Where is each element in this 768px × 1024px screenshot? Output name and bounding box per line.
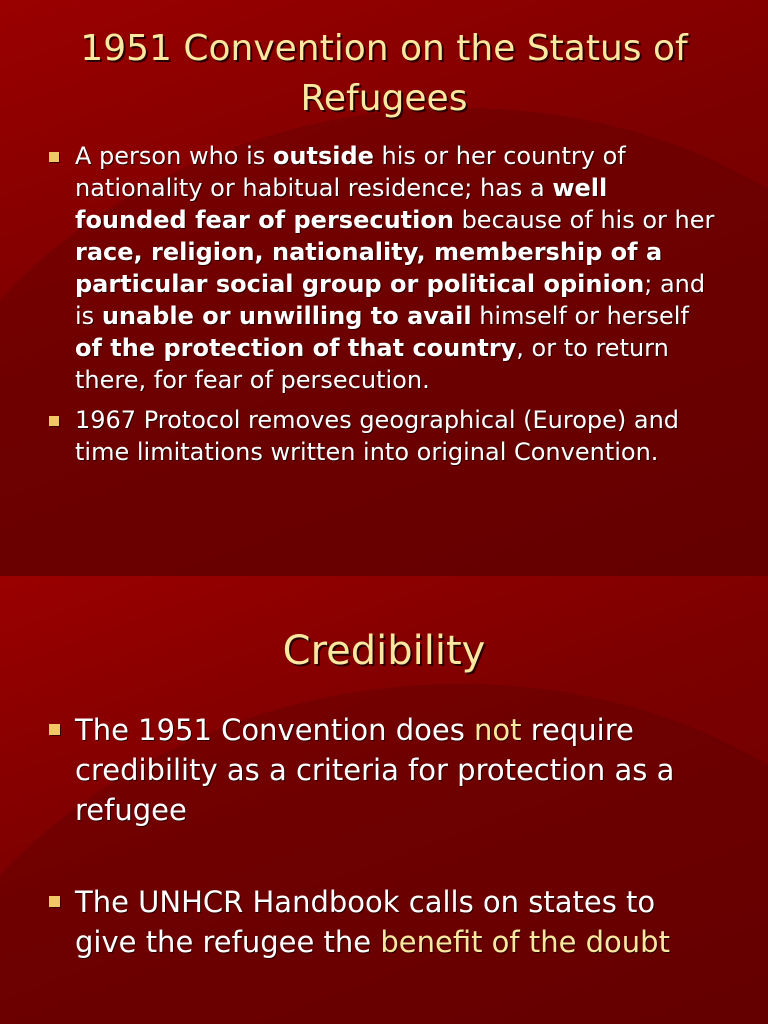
bullet-list xyxy=(0,124,768,468)
text-segment: himself or herself xyxy=(471,302,689,330)
slide-title: 1951 Convention on the Status of Refugees xyxy=(80,28,688,119)
text-segment: A person who is xyxy=(75,142,273,170)
text-segment: 1967 Protocol removes geographical (Europe) and time limitations written into original Convention. xyxy=(75,406,680,466)
bullet-marker-icon xyxy=(49,416,59,426)
slide-title: Credibility xyxy=(282,628,486,674)
slide-credibility xyxy=(0,576,768,1024)
text-segment: his or her country of nationality or habitual residence; has a xyxy=(75,142,626,202)
bold-segment: well founded fear of persecution xyxy=(75,174,608,234)
text-segment: , or to return there, for fear of persecution. xyxy=(75,334,669,394)
highlight-segment: not xyxy=(474,713,522,747)
bullet-benefit-of-doubt xyxy=(75,882,720,962)
bold-segment: of the protection of that country xyxy=(75,334,517,362)
bold-segment: unable or unwilling to avail xyxy=(101,302,472,330)
bullet-refugee-definition xyxy=(75,140,720,396)
text-segment: The 1951 Convention does xyxy=(75,713,475,747)
text-segment: The UNHCR Handbook calls on states to give the refugee the xyxy=(75,885,656,959)
bullet-list xyxy=(0,676,768,962)
bullet-marker-icon xyxy=(49,896,60,907)
bold-segment: outside xyxy=(272,142,374,170)
highlight-segment: benefit of the doubt xyxy=(380,925,670,959)
bullet-marker-icon xyxy=(49,152,59,162)
text-segment: ; and is xyxy=(75,270,706,330)
bold-segment: race, religion, nationality, membership of a particular social group or political opinion xyxy=(75,238,663,298)
bullet-marker-icon xyxy=(49,724,60,735)
bullet-credibility-criteria xyxy=(75,710,720,830)
text-segment: require credibility as a criteria for protection as a refugee xyxy=(75,713,675,827)
bullet-1967-protocol xyxy=(75,404,720,468)
text-segment: because of his or her xyxy=(453,206,715,234)
